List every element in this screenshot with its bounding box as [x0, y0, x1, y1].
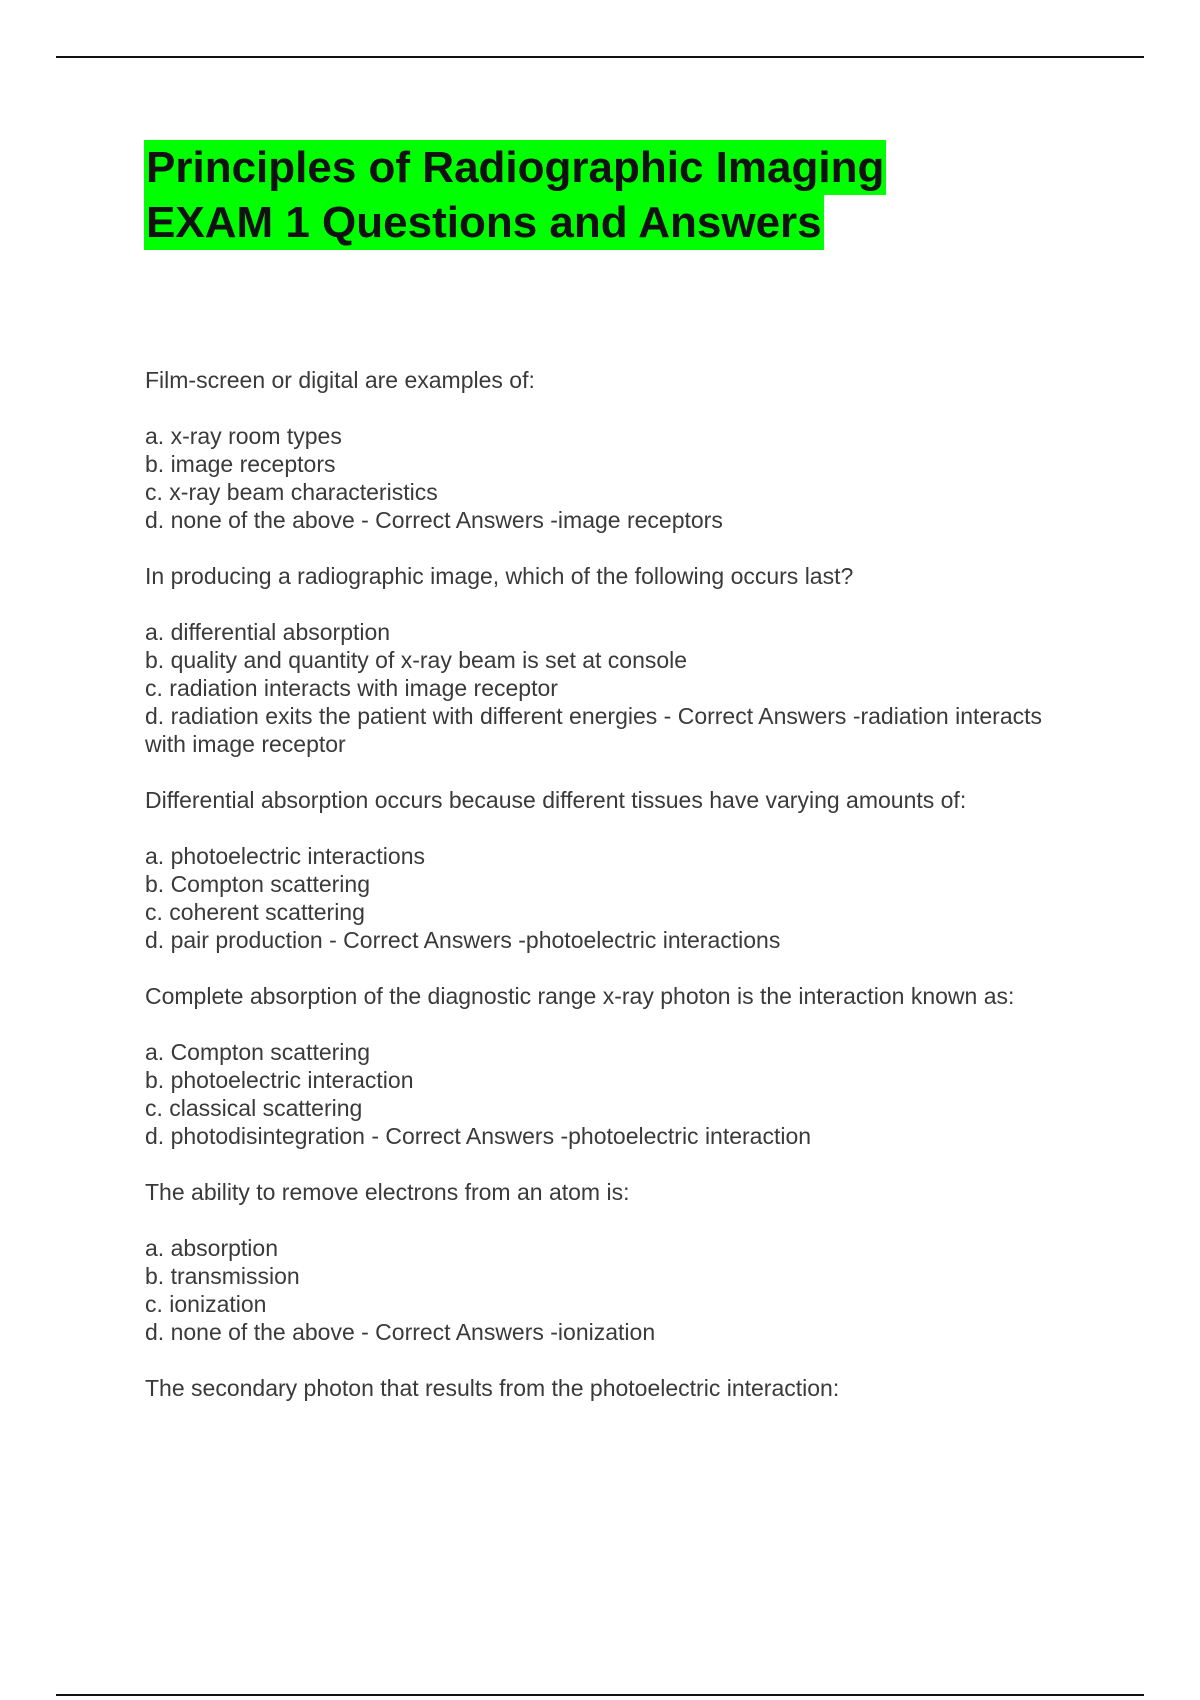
answer-option: b. photoelectric interaction: [145, 1067, 414, 1093]
question-text: In producing a radiographic image, which of the following occurs last?: [145, 563, 854, 589]
question-text: Complete absorption of the diagnostic range x-ray photon is the interaction known as:: [145, 983, 1015, 1009]
answer-option: c. ionization: [145, 1291, 267, 1317]
question-block: [145, 562, 1085, 758]
answer-option: b. Compton scattering: [145, 871, 371, 897]
question-block: [145, 982, 1085, 1150]
question-block: [145, 1178, 1085, 1346]
page-top-rule: [56, 56, 1144, 58]
answer-option-with-correct-answer: d. none of the above - Correct Answers -ionization: [145, 1319, 656, 1345]
document-title: [144, 140, 1104, 250]
question-block: [145, 786, 1085, 954]
answer-option-with-correct-answer: d. pair production - Correct Answers -photoelectric interactions: [145, 927, 781, 953]
answer-option-with-correct-answer: d. photodisintegration - Correct Answers -photoelectric interaction: [145, 1123, 812, 1149]
title-line-1: Principles of Radiographic Imaging: [144, 140, 886, 195]
answer-option: a. absorption: [145, 1235, 278, 1261]
answer-option: a. photoelectric interactions: [145, 843, 425, 869]
answer-option: c. classical scattering: [145, 1095, 363, 1121]
question-text: The ability to remove electrons from an atom is:: [145, 1179, 630, 1205]
answer-option: a. differential absorption: [145, 619, 391, 645]
question-text: Differential absorption occurs because different tissues have varying amounts of:: [145, 787, 967, 813]
question-block: [145, 366, 1085, 534]
answer-option: a. Compton scattering: [145, 1039, 371, 1065]
answer-option: b. image receptors: [145, 451, 336, 477]
question-text: Film-screen or digital are examples of:: [145, 367, 535, 393]
question-block: [145, 1374, 1085, 1402]
page-bottom-rule: [56, 1694, 1144, 1696]
answer-option: a. x-ray room types: [145, 423, 342, 449]
answer-option: b. transmission: [145, 1263, 300, 1289]
title-line-2: EXAM 1 Questions and Answers: [144, 195, 824, 250]
answer-option: c. coherent scattering: [145, 899, 365, 925]
answer-option: c. x-ray beam characteristics: [145, 479, 438, 505]
answer-option: c. radiation interacts with image receptor: [145, 675, 558, 701]
question-text: The secondary photon that results from the photoelectric interaction:: [145, 1375, 840, 1401]
answer-option: b. quality and quantity of x-ray beam is set at console: [145, 647, 688, 673]
answer-option-with-correct-answer: d. radiation exits the patient with different energies - Correct Answers -radiation interacts with image receptor: [145, 703, 1043, 757]
answer-option-with-correct-answer: d. none of the above - Correct Answers -image receptors: [145, 507, 723, 533]
questions-list: [145, 366, 1085, 1430]
